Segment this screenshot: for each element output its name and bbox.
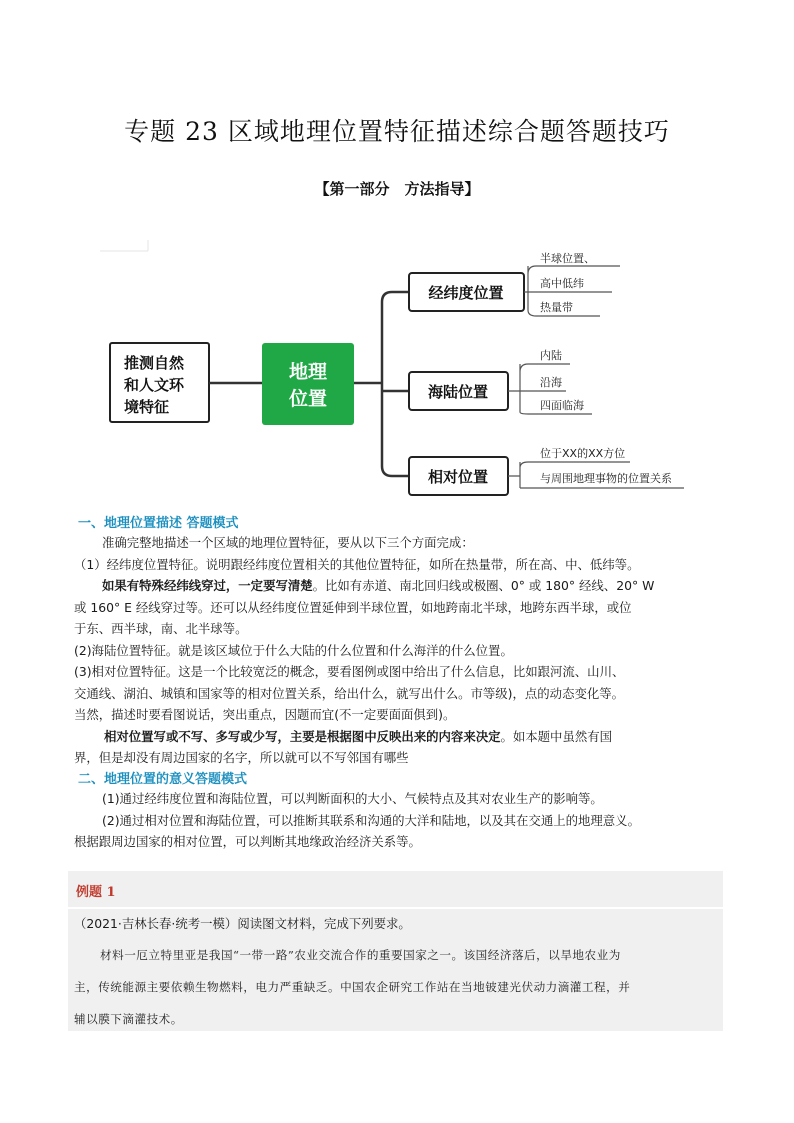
branch-latlon-leaf-3: 热量带 <box>540 301 573 314</box>
emphasis-latlon: 如果有特殊经纬线穿过，一定要写清楚 <box>102 578 313 593</box>
part-heading: 【第一部分 方法指导】 <box>314 180 480 198</box>
section1-relative-rest: 。如本题中虽然有国 <box>500 728 613 744</box>
section1-line8: 交通线、湖泊、城镇和国家等的相对位置关系，给出什么，就写出什么。市等级)，点的动态变化等。 <box>74 685 625 701</box>
branch-relative-label: 相对位置 <box>427 468 489 486</box>
example-source: （2021·吉林长春·统考一模）阅读图文材料，完成下列要求。 <box>74 916 411 931</box>
branch-relative-leaf-1: 位于XX的XX方位 <box>540 447 626 460</box>
mindmap-left-line3: 境特征 <box>124 398 170 416</box>
section2-body <box>74 788 734 853</box>
section1-line9: 当然，描述时要看图说话，突出重点，因题而宜(不一定要面面俱到)。 <box>74 707 456 722</box>
page-title: 专题 23 区域地理位置特征描述综合题答题技巧 <box>124 117 670 146</box>
emphasis-relative: 相对位置写或不写、多写或少写，主要是根据图中反映出来的内容来决定 <box>104 728 501 744</box>
section1-heading: 一、地理位置描述 答题模式 <box>78 516 239 531</box>
example-material-line2: 主，传统能源主要依赖生物燃料，电力严重缺乏。中国农企研究工作站在当地铍建光伏动力滴灌工程，并 <box>74 980 631 994</box>
branch-relative-leaf-2: 与周围地理事物的位置关系 <box>540 472 672 485</box>
branch-landsea-leaf-2: 沿海 <box>540 376 562 389</box>
mindmap-center-line1: 地理 <box>288 361 328 383</box>
section2-item2: (2)通过相对位置和海陆位置，可以推断其联系和沟通的大洋和陆地，以及其在交通上的地理意义。 <box>102 812 640 828</box>
section2-item1: (1)通过经纬度位置和海陆位置，可以判断面积的大小、气候特点及其对农业生产的影响等。 <box>102 791 603 806</box>
branch-latlon-leaf-2: 高中低纬 <box>540 277 584 290</box>
section1-line5: 于东、西半球，南、北半球等。 <box>74 621 248 636</box>
section1-item1-detail <box>74 575 734 597</box>
branch-landsea-label: 海陆位置 <box>427 383 489 401</box>
branch-landsea-leaf-1: 内陆 <box>540 349 562 362</box>
example-material-line1: 材料一厄立特里亚是我国“一带一路”农业交流合作的重要国家之一。该国经济落后，以旱地农业为 <box>100 948 621 962</box>
section1-item1: （1）经纬度位置特征。说明跟经纬度位置相关的其他位置特征，如所在热量带，所在高、中、低纬等。 <box>74 556 640 572</box>
branch-latlon-label: 经纬度位置 <box>428 284 504 302</box>
mindmap-left-line2: 和人文环 <box>124 376 185 394</box>
section1-relative-note <box>74 726 734 748</box>
example-title: 例题 1 <box>76 885 116 900</box>
section2-line3: 根据跟周边国家的相对位置，可以判断其地缘政治经济关系等。 <box>74 834 421 849</box>
branch-landsea-leaf-3: 四面临海 <box>540 399 584 412</box>
section1-intro: 准确完整地描述一个区域的地理位置特征，要从以下三个方面完成： <box>102 535 474 550</box>
section1-item3: (3)相对位置特征。这是一个比较宽泛的概念，要看图例或图中给出了什么信息，比如跟河流、山川、 <box>74 664 625 679</box>
example-panel <box>68 871 723 1031</box>
section1-line11: 界，但是却没有周边国家的名字，所以就可以不写邻国有哪些 <box>74 750 409 765</box>
branch-latlon-leaf-1: 半球位置、 <box>540 252 595 265</box>
mindmap-left-line1: 推测自然 <box>124 354 185 372</box>
mindmap-center-line2: 位置 <box>288 388 328 410</box>
example-material <box>74 939 716 1035</box>
mindmap-center-node <box>262 343 354 425</box>
section2-heading: 二、地理位置的意义答题模式 <box>78 772 248 787</box>
section1-body <box>74 532 734 769</box>
mind-map <box>0 0 794 520</box>
section1-line4: 或 160° E 经线穿过等。还可以从经纬度位置延伸到半球位置，如地跨南北半球，地跨东西半球，或位 <box>74 599 632 615</box>
section1-item1-rest: 。比如有赤道、南北回归线或极圈、0° 或 180° 经线、20° W <box>312 578 655 593</box>
section1-item2: (2)海陆位置特征。就是该区域位于什么大陆的什么位置和什么海洋的什么位置。 <box>74 642 513 658</box>
example-material-line3: 辅以膜下滴灌技术。 <box>74 1012 183 1026</box>
example-divider <box>68 907 723 909</box>
